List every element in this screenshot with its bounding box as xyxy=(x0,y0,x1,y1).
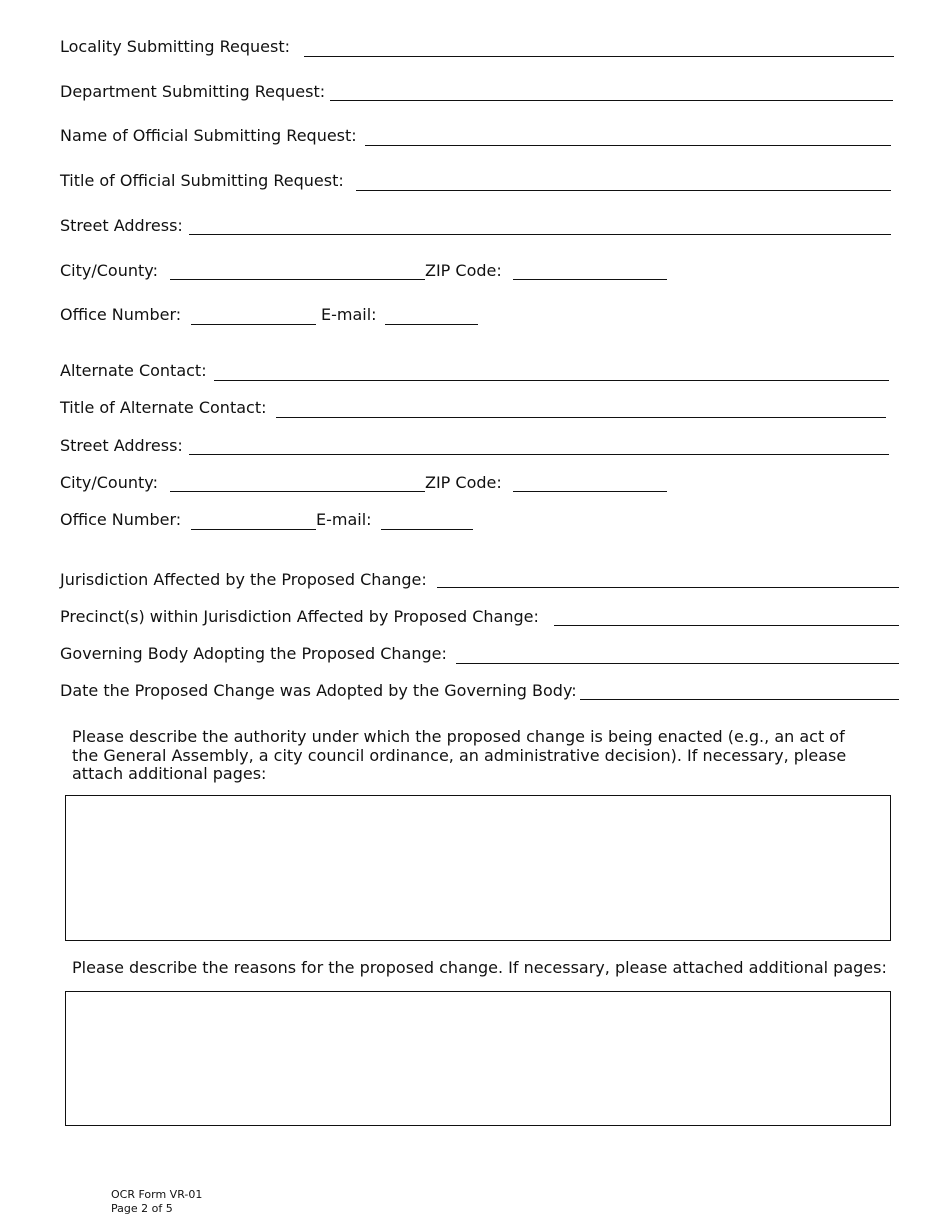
alternate-zip-label: ZIP Code: xyxy=(425,473,502,492)
alternate-office-field[interactable] xyxy=(191,529,316,530)
alternate-email-label: E-mail: xyxy=(316,510,372,529)
city-county-field[interactable] xyxy=(170,279,425,280)
zip-code-field[interactable] xyxy=(513,279,667,280)
department-field[interactable] xyxy=(330,100,893,101)
alternate-zip-field[interactable] xyxy=(513,491,667,492)
authority-textarea[interactable] xyxy=(65,795,891,941)
jurisdiction-label: Jurisdiction Affected by the Proposed Change: xyxy=(60,570,427,589)
alternate-city-label: City/County: xyxy=(60,473,158,492)
precincts-label: Precinct(s) within Jurisdiction Affected by Proposed Change: xyxy=(60,607,539,626)
alternate-street-field[interactable] xyxy=(189,454,889,455)
form-id: OCR Form VR-01 xyxy=(111,1188,203,1201)
street-address-label: Street Address: xyxy=(60,216,183,235)
alternate-contact-field[interactable] xyxy=(214,380,889,381)
precincts-field[interactable] xyxy=(554,625,899,626)
date-adopted-field[interactable] xyxy=(580,699,899,700)
governing-body-label: Governing Body Adopting the Proposed Change: xyxy=(60,644,447,663)
office-number-field[interactable] xyxy=(191,324,316,325)
authority-prompt: Please describe the authority under which the proposed change is being enacted (e.g., an act of the General Assembly, a city council ordinance, an administrative decision). If necessary, please attach additional pages: xyxy=(72,727,847,783)
alternate-title-field[interactable] xyxy=(276,417,886,418)
official-title-field[interactable] xyxy=(356,190,891,191)
alternate-city-field[interactable] xyxy=(170,491,425,492)
alternate-email-field[interactable] xyxy=(381,529,473,530)
reasons-textarea[interactable] xyxy=(65,991,891,1126)
alternate-contact-label: Alternate Contact: xyxy=(60,361,207,380)
zip-code-label: ZIP Code: xyxy=(425,261,502,280)
official-title-label: Title of Official Submitting Request: xyxy=(60,171,344,190)
reasons-prompt: Please describe the reasons for the proposed change. If necessary, please attached additional pages: xyxy=(72,958,887,977)
street-address-field[interactable] xyxy=(189,234,891,235)
alternate-office-label: Office Number: xyxy=(60,510,182,529)
alternate-title-label: Title of Alternate Contact: xyxy=(60,398,267,417)
email-label: E-mail: xyxy=(321,305,377,324)
governing-body-field[interactable] xyxy=(456,663,899,664)
email-field[interactable] xyxy=(385,324,478,325)
alternate-street-label: Street Address: xyxy=(60,436,183,455)
locality-field[interactable] xyxy=(304,56,894,57)
locality-label: Locality Submitting Request: xyxy=(60,37,290,56)
date-adopted-label: Date the Proposed Change was Adopted by the Governing Body: xyxy=(60,681,577,700)
jurisdiction-field[interactable] xyxy=(437,587,899,588)
official-name-label: Name of Official Submitting Request: xyxy=(60,126,357,145)
page-number: Page 2 of 5 xyxy=(111,1202,173,1215)
city-county-label: City/County: xyxy=(60,261,158,280)
department-label: Department Submitting Request: xyxy=(60,82,326,101)
office-number-label: Office Number: xyxy=(60,305,182,324)
official-name-field[interactable] xyxy=(365,145,891,146)
